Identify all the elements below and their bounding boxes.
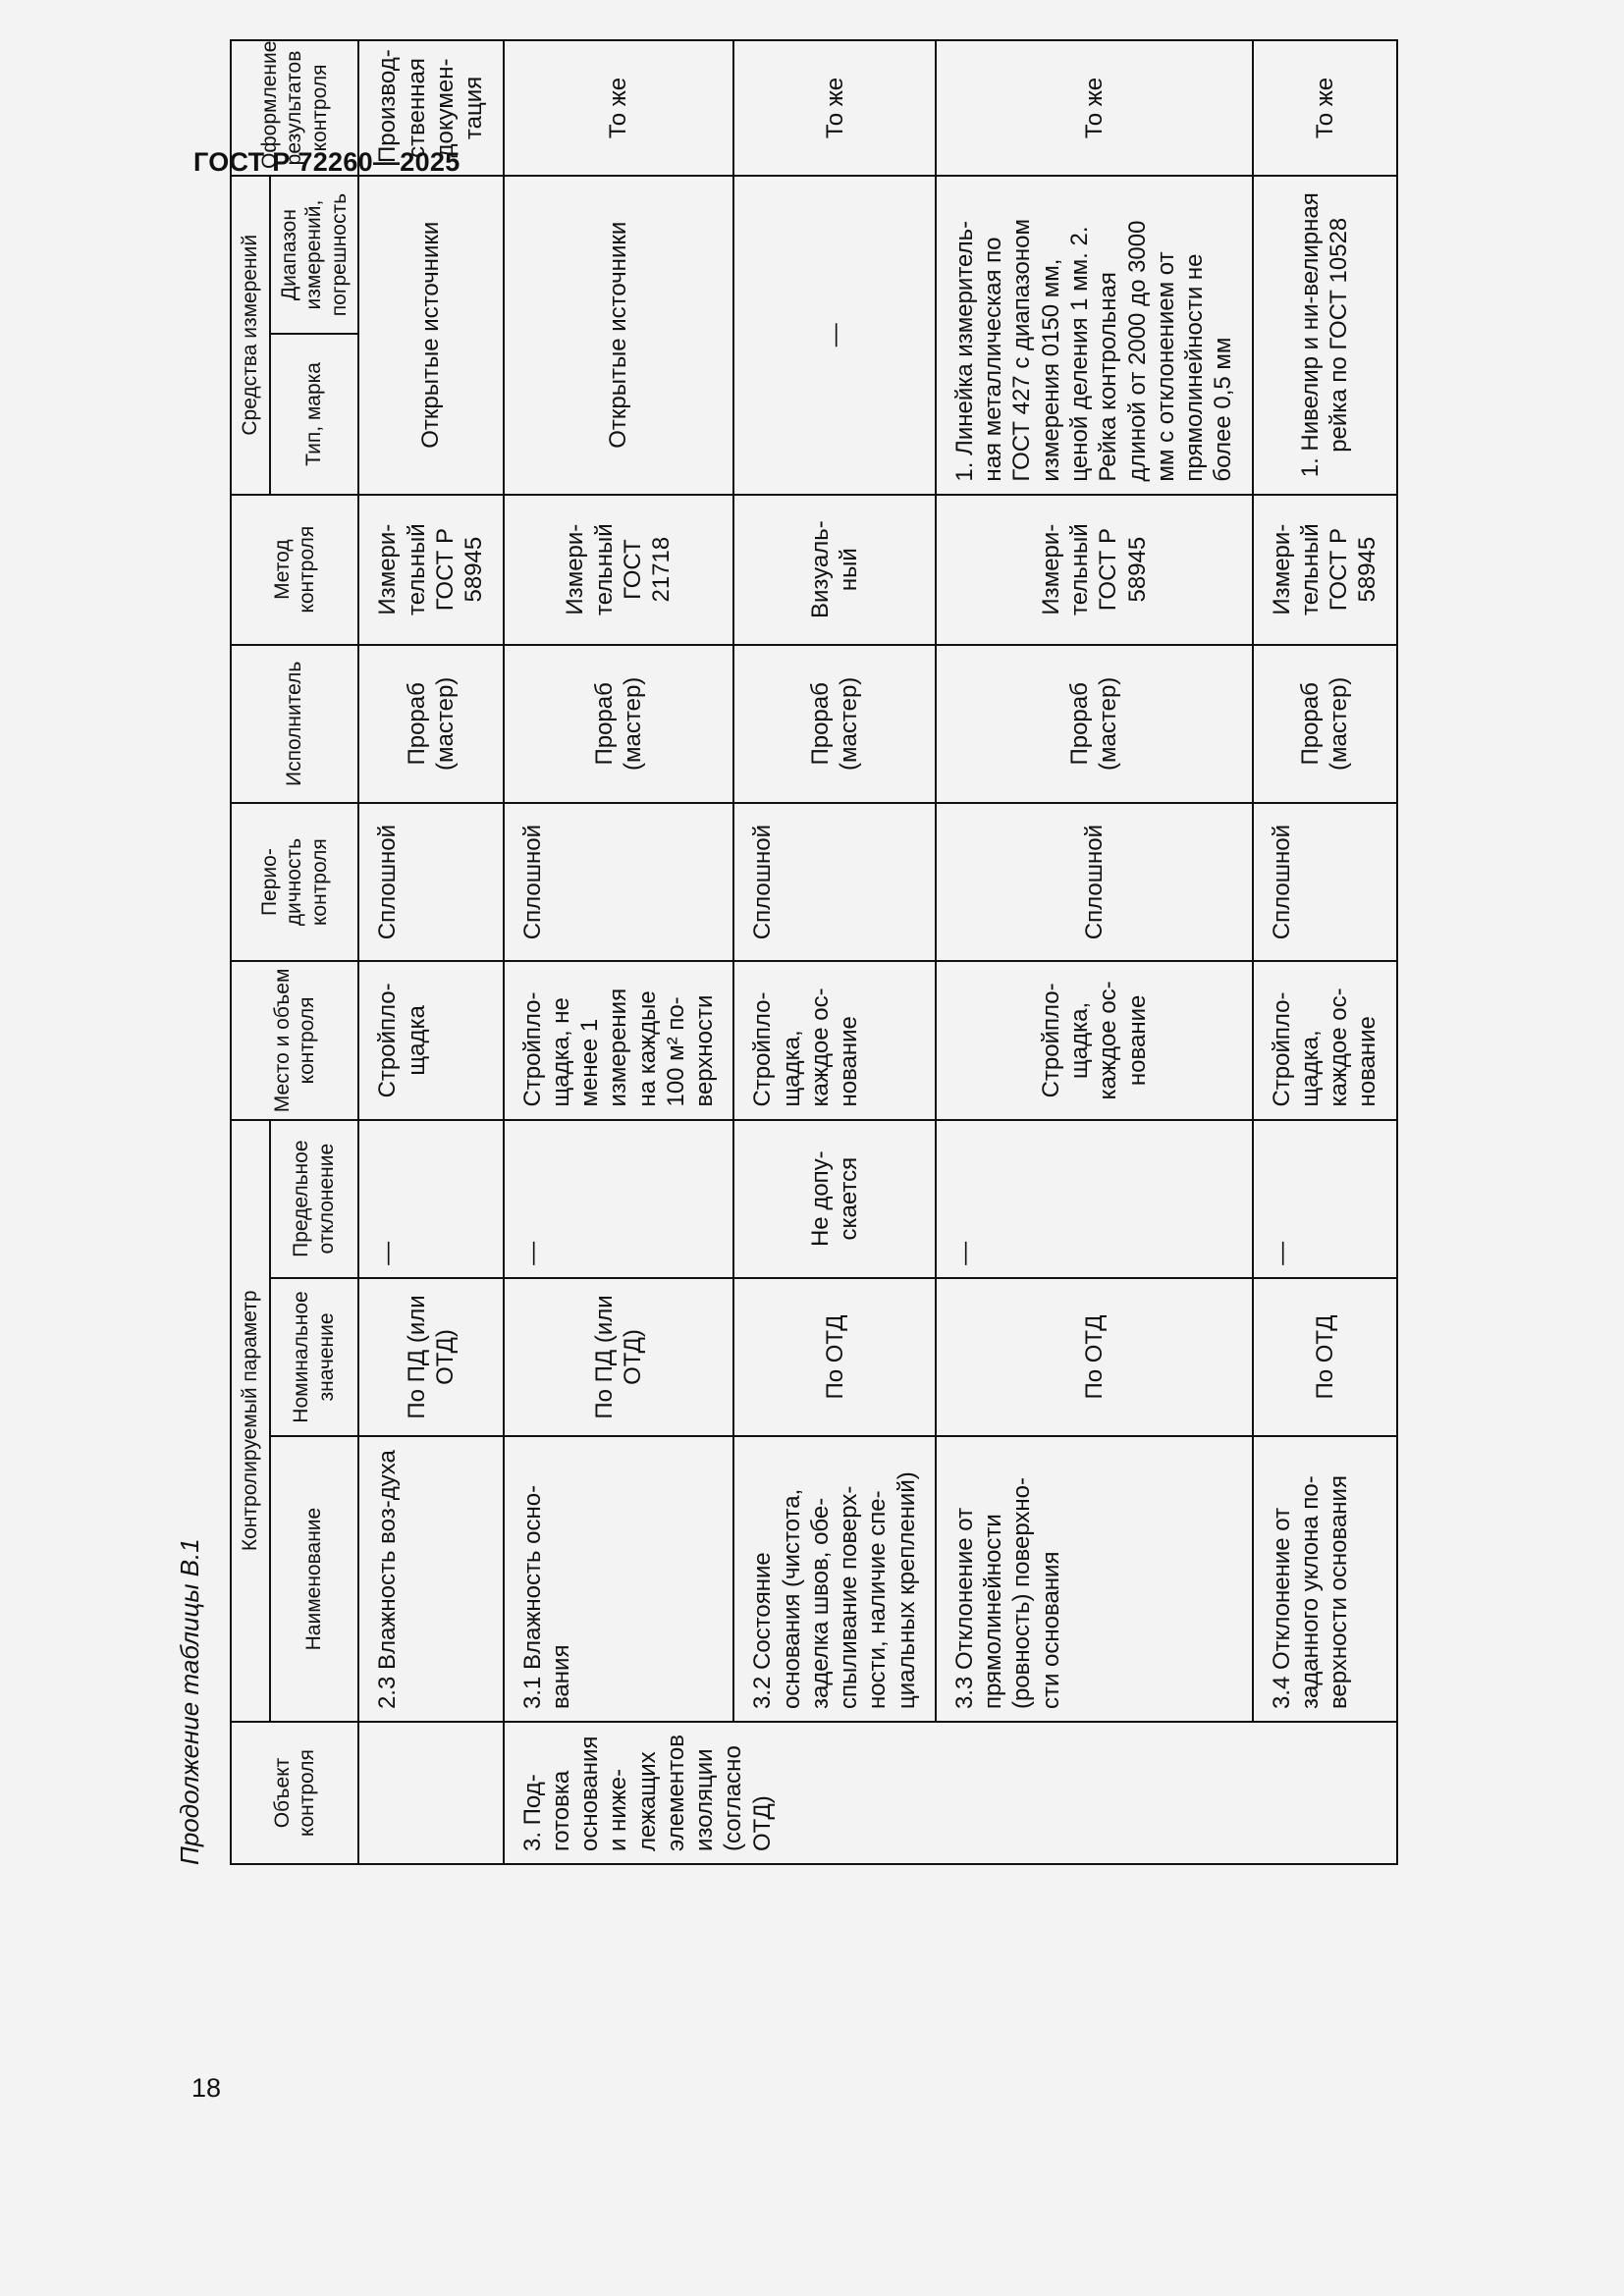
- table-row: [936, 40, 1253, 1864]
- col-header-means-group: Средства измерений: [231, 176, 270, 495]
- control-table: [230, 39, 1398, 1865]
- table-row: [733, 40, 936, 1864]
- col-header-param-name: Наименование: [270, 1436, 359, 1722]
- cell-object: [358, 1722, 503, 1864]
- cell-method: Измери-тельный ГОСТ 21718: [504, 495, 734, 645]
- table-row: [358, 40, 503, 1864]
- table-row: [1253, 40, 1397, 1864]
- cell-executor: Прораб (мастер): [733, 645, 936, 803]
- cell-nominal: По ПД (или ОТД): [504, 1278, 734, 1436]
- table-row: [504, 40, 734, 1864]
- cell-param-name: 3.2 Состояние основания (чистота, заделка швов, обе-спыливание поверх-ности, наличие спе-циальных креплений): [733, 1436, 936, 1722]
- cell-result: То же: [1253, 40, 1397, 176]
- cell-result: Производ-ственная докумен-тация: [358, 40, 503, 176]
- cell-place: Стройпло-щадка, каждое ос-нование: [1253, 961, 1397, 1119]
- page-number: 18: [191, 2073, 222, 2103]
- cell-deviation: Не допу-скается: [733, 1120, 936, 1278]
- table-caption: Продолжение таблицы В.1: [175, 1538, 204, 1865]
- col-header-result: Оформление результатов контроля: [231, 40, 358, 176]
- cell-object: 3. Под-готовка основания и ниже-лежащих элементов изоляции (согласно ОТД): [504, 1722, 1397, 1864]
- col-header-param-deviation: Предельное отклонение: [270, 1120, 359, 1278]
- cell-periodicity: Сплошной: [358, 803, 503, 961]
- cell-means: —: [733, 176, 936, 495]
- cell-nominal: По ОТД: [733, 1278, 936, 1436]
- cell-param-name: 2.3 Влажность воз-духа: [358, 1436, 503, 1722]
- cell-deviation: —: [504, 1120, 734, 1278]
- cell-means: 1. Нивелир и ни-велирная рейка по ГОСТ 10528: [1253, 176, 1397, 495]
- cell-param-name: 3.1 Влажность осно-вания: [504, 1436, 734, 1722]
- col-header-place: Место и объем контроля: [231, 961, 358, 1119]
- cell-method: Измери-тельный ГОСТ Р 58945: [936, 495, 1253, 645]
- document-code-header: ГОСТ Р 72260—2025: [193, 147, 460, 177]
- cell-nominal: По ОТД: [936, 1278, 1253, 1436]
- col-header-means-range: Диапазон измерений, погрешность: [270, 176, 359, 334]
- cell-periodicity: Сплошной: [504, 803, 734, 961]
- table-header-row-1: [231, 40, 270, 1864]
- cell-periodicity: Сплошной: [936, 803, 1253, 961]
- cell-nominal: По ОТД: [1253, 1278, 1397, 1436]
- cell-means: 1. Линейка измеритель-ная металлическая по ГОСТ 427 с диапазоном измерения 0150 мм, ценой деления 1 мм. 2. Рейка контрольная длиной от 2000 до 3000 мм с отклонением от прямолинейности не более 0,5 мм: [936, 176, 1253, 495]
- cell-place: Стройпло-щадка, каждое ос-нование: [936, 961, 1253, 1119]
- cell-result: То же: [733, 40, 936, 176]
- cell-executor: Прораб (мастер): [504, 645, 734, 803]
- cell-means: Открытые источники: [504, 176, 734, 495]
- cell-param-name: 3.3 Отклонение от прямолинейности (ровность) поверхно-сти основания: [936, 1436, 1253, 1722]
- cell-param-name: 3.4 Отклонение от заданного уклона по-верхности основания: [1253, 1436, 1397, 1722]
- cell-executor: Прораб (мастер): [936, 645, 1253, 803]
- rotated-table-container: [175, 0, 1387, 1865]
- cell-method: Визуаль-ный: [733, 495, 936, 645]
- cell-method: Измери-тельный ГОСТ Р 58945: [358, 495, 503, 645]
- cell-executor: Прораб (мастер): [1253, 645, 1397, 803]
- cell-deviation: —: [936, 1120, 1253, 1278]
- cell-result: То же: [936, 40, 1253, 176]
- col-header-param-nominal: Номинальное значение: [270, 1278, 359, 1436]
- cell-periodicity: Сплошной: [733, 803, 936, 961]
- cell-means: Открытые источники: [358, 176, 503, 495]
- cell-place: Стройпло-щадка: [358, 961, 503, 1119]
- cell-result: То же: [504, 40, 734, 176]
- cell-place: Стройпло-щадка, не менее 1 измерения на каждые 100 м² по-верхности: [504, 961, 734, 1119]
- cell-deviation: —: [1253, 1120, 1397, 1278]
- cell-deviation: —: [358, 1120, 503, 1278]
- col-header-method: Метод контроля: [231, 495, 358, 645]
- cell-periodicity: Сплошной: [1253, 803, 1397, 961]
- cell-method: Измери-тельный ГОСТ Р 58945: [1253, 495, 1397, 645]
- cell-place: Стройпло-щадка, каждое ос-нование: [733, 961, 936, 1119]
- col-header-means-type: Тип, марка: [270, 334, 359, 494]
- cell-nominal: По ПД (или ОТД): [358, 1278, 503, 1436]
- col-header-object: Объект контроля: [231, 1722, 358, 1864]
- cell-executor: Прораб (мастер): [358, 645, 503, 803]
- col-header-executor: Исполнитель: [231, 645, 358, 803]
- col-header-param-group: Контролируемый параметр: [231, 1120, 270, 1723]
- col-header-periodicity: Перио-дичность контроля: [231, 803, 358, 961]
